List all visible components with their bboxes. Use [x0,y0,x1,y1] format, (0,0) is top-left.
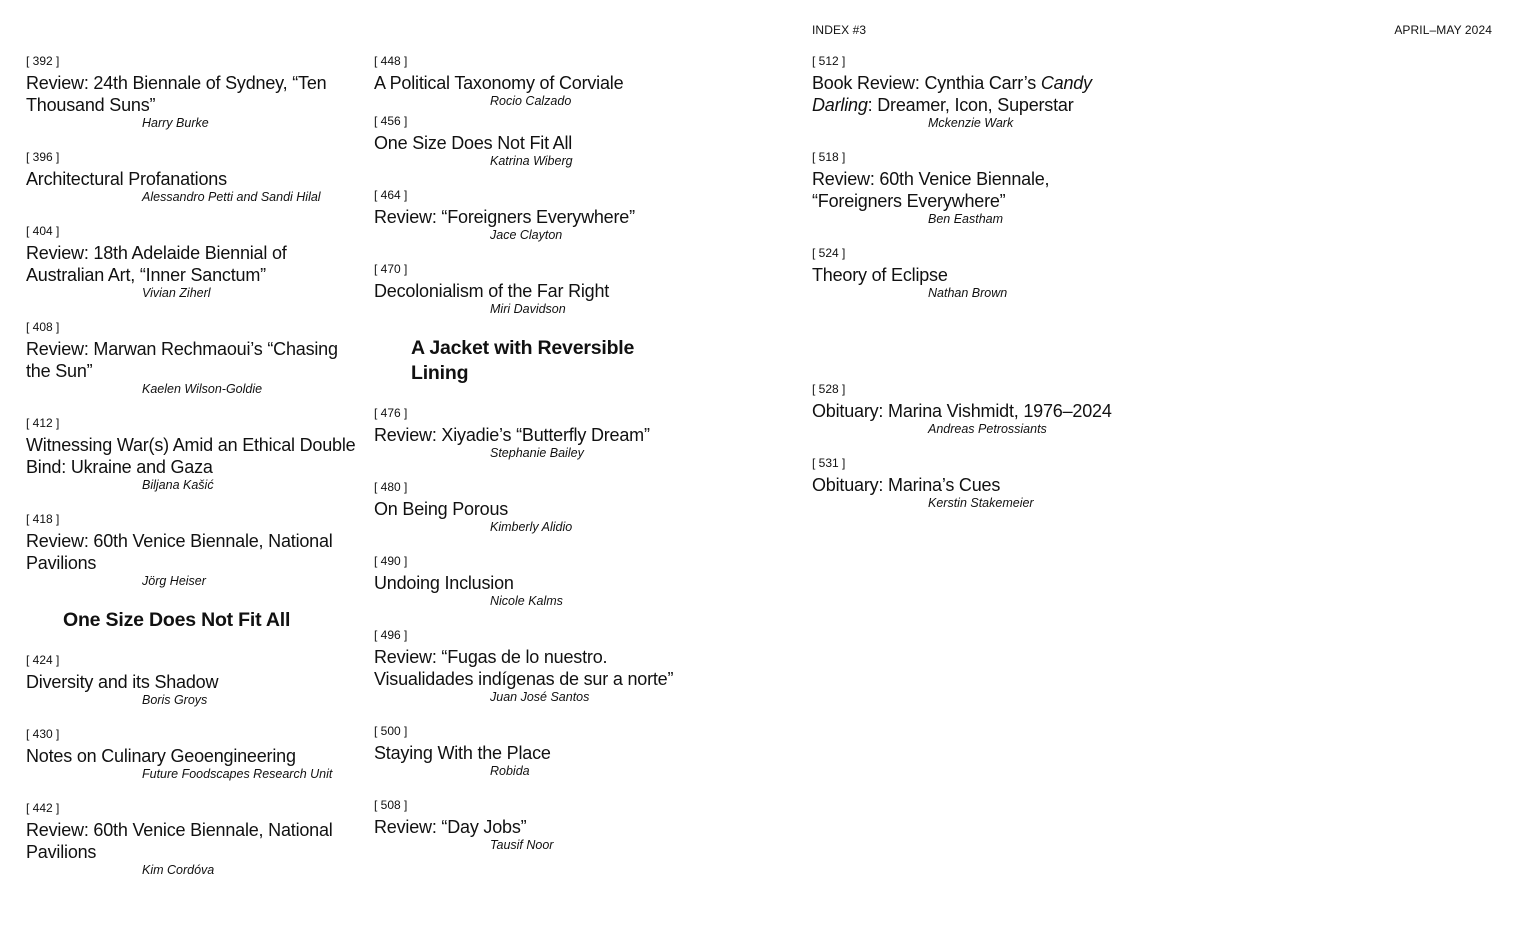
page-number: [ 518 ] [812,150,846,164]
entry-author: Tausif Noor [490,838,554,852]
entry-title: Review: “Day Jobs” [374,817,527,837]
entry-title: Notes on Culinary Geoengineering [26,746,296,766]
entry-author: Biljana Kašić [142,478,214,492]
entry-title: One Size Does Not Fit All [374,133,573,153]
index-column-3 [812,54,1142,530]
index-entry[interactable] [26,150,364,204]
page-number: [ 470 ] [374,262,408,276]
page-number: [ 490 ] [374,554,408,568]
entry-author: Miri Davidson [490,302,566,316]
entry-title: Obituary: Marina Vishmidt, 1976–2024 [812,401,1112,421]
entry-author: Kim Cordóva [142,863,215,877]
index-entry[interactable] [26,320,364,396]
index-entry[interactable] [374,480,694,534]
entry-author: Ben Eastham [928,212,1004,226]
title-part: : Dreamer, Icon, Superstar [867,95,1074,115]
section-heading: One Size Does Not Fit All [63,609,291,631]
index-entry[interactable] [374,114,694,168]
index-entry[interactable] [812,150,1142,226]
page-number: [ 392 ] [26,54,60,68]
index-entry[interactable] [26,801,364,877]
page-number: [ 456 ] [374,114,408,128]
entry-title: Architectural Profanations [26,169,227,189]
entry-author: Juan José Santos [490,690,590,704]
entry-author: Future Foodscapes Research Unit [142,767,333,781]
title-part: Book Review: Cynthia Carr’s [812,73,1041,93]
index-entry[interactable] [26,512,364,588]
index-entry[interactable] [374,724,694,778]
page-number: [ 448 ] [374,54,408,68]
index-entry[interactable] [812,456,1142,510]
entry-title: Decolonialism of the Far Right [374,281,610,301]
entry-title: Review: 60th Venice Biennale, National Pavilions [26,531,333,573]
entry-author: Katrina Wiberg [490,154,573,168]
page-number: [ 524 ] [812,246,846,260]
page-number: [ 508 ] [374,798,408,812]
index-column-2 [374,54,694,872]
index-entry[interactable] [26,653,364,707]
book-title: Candy Darling [812,73,1092,115]
page-number: [ 531 ] [812,456,846,470]
entry-title: Diversity and its Shadow [26,672,219,692]
entry-title: Review: 60th Venice Biennale, National Pavilions [26,820,333,862]
entry-author: Nicole Kalms [490,594,563,608]
page-number: [ 396 ] [26,150,60,164]
entry-title: Review: “Fugas de lo nuestro. Visualidades indígenas de sur a norte” [374,647,674,689]
entry-author: Jörg Heiser [142,574,206,588]
index-entry[interactable] [374,54,694,108]
entry-author: Jace Clayton [490,228,563,242]
index-entry[interactable] [812,54,1142,130]
entry-author: Kerstin Stakemeier [928,496,1034,510]
entry-author: Nathan Brown [928,286,1008,300]
page-number: [ 424 ] [26,653,60,667]
entry-author: Rocio Calzado [490,94,572,108]
index-entry[interactable] [812,382,1142,436]
page-number: [ 476 ] [374,406,408,420]
page-number: [ 496 ] [374,628,408,642]
entry-title: Review: Xiyadie’s “Butterfly Dream” [374,425,650,445]
entry-author: Mckenzie Wark [928,116,1014,130]
page-number: [ 480 ] [374,480,408,494]
page-number: [ 512 ] [812,54,846,68]
page-number: [ 528 ] [812,382,846,396]
entry-title: On Being Porous [374,499,509,519]
entry-author: Robida [490,764,530,778]
page-number: [ 430 ] [26,727,60,741]
page-number: [ 442 ] [26,801,60,815]
index-entry[interactable] [374,188,694,242]
entry-title: A Political Taxonomy of Corviale [374,73,624,93]
entry-title: Review: Marwan Rechmaoui’s “Chasing the Sun” [26,339,338,381]
entry-title: Review: 24th Biennale of Sydney, “Ten Thousand Suns” [26,73,327,115]
entry-title: Review: 60th Venice Biennale, “Foreigners Everywhere” [812,169,1050,211]
index-entry[interactable] [374,798,694,852]
entry-author: Harry Burke [142,116,209,130]
issue-index-label: INDEX #3 [812,23,867,37]
entry-author: Boris Groys [142,693,208,707]
page-number: [ 464 ] [374,188,408,202]
entry-title: Undoing Inclusion [374,573,514,593]
page-number: [ 500 ] [374,724,408,738]
index-column-1 [26,54,364,897]
entry-author: Kaelen Wilson-Goldie [142,382,263,396]
entry-author: Vivian Ziherl [142,286,211,300]
page-number: [ 412 ] [26,416,60,430]
issue-date-label: APRIL–MAY 2024 [1394,23,1492,37]
entry-title: Theory of Eclipse [812,265,948,285]
entry-title: Witnessing War(s) Amid an Ethical Double Bind: Ukraine and Gaza [26,435,356,477]
entry-title [812,72,1142,116]
entry-title: Review: 18th Adelaide Biennial of Australian Art, “Inner Sanctum” [26,243,287,285]
entry-title: Staying With the Place [374,743,551,763]
section-spacer [812,320,1142,382]
entry-title: Obituary: Marina’s Cues [812,475,1001,495]
index-entry[interactable] [374,628,694,704]
page-number: [ 408 ] [26,320,60,334]
entry-author: Alessandro Petti and Sandi Hilal [142,190,321,204]
index-entry[interactable] [812,246,1142,300]
index-entry[interactable] [374,406,694,460]
section-heading: A Jacket with Reversible Lining [411,337,635,384]
index-entry[interactable] [26,54,364,130]
index-entry[interactable] [26,416,364,492]
index-entry[interactable] [374,262,694,316]
entry-author: Kimberly Alidio [490,520,573,534]
page-number: [ 404 ] [26,224,60,238]
entry-author: Andreas Petrossiants [928,422,1047,436]
entry-title: Review: “Foreigners Everywhere” [374,207,635,227]
page-number: [ 418 ] [26,512,60,526]
index-entry[interactable] [26,727,364,781]
index-entry[interactable] [26,224,364,300]
index-entry[interactable] [374,554,694,608]
entry-author: Stephanie Bailey [490,446,584,460]
